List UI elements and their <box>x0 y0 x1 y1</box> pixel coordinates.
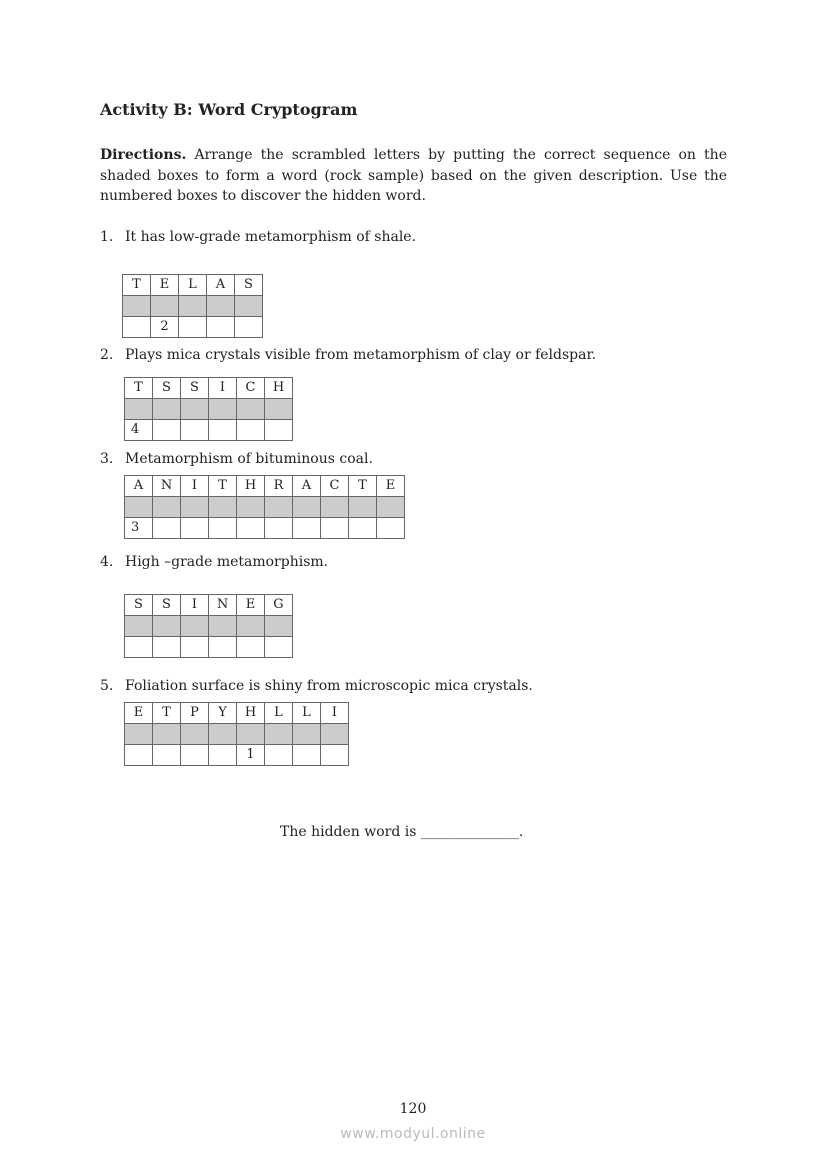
blank-box[interactable] <box>125 637 153 658</box>
letter-cell: L <box>179 275 207 296</box>
blank-box[interactable] <box>293 518 321 539</box>
numbered-box[interactable]: 3 <box>125 518 153 539</box>
letter-cell: S <box>125 595 153 616</box>
answer-box[interactable] <box>321 724 349 745</box>
blank-box[interactable] <box>235 317 263 338</box>
question-text: It has low-grade metamorphism of shale. <box>125 229 417 245</box>
blank-box[interactable] <box>265 420 293 441</box>
letter-cell: L <box>265 703 293 724</box>
cryptogram-grid-3 <box>124 475 405 539</box>
letter-cell: H <box>265 378 293 399</box>
numbered-row <box>125 420 293 441</box>
answer-box[interactable] <box>265 399 293 420</box>
answer-box[interactable] <box>153 724 181 745</box>
blank-box[interactable] <box>265 518 293 539</box>
letter-cell: A <box>125 476 153 497</box>
numbered-box[interactable]: 4 <box>125 420 153 441</box>
answer-row <box>125 616 293 637</box>
numbered-row <box>125 518 405 539</box>
letter-cell: A <box>207 275 235 296</box>
letter-cell: N <box>153 476 181 497</box>
letter-cell: E <box>151 275 179 296</box>
answer-box[interactable] <box>293 724 321 745</box>
answer-box[interactable] <box>237 724 265 745</box>
numbered-box[interactable]: 1 <box>237 745 265 766</box>
letter-cell: C <box>321 476 349 497</box>
numbered-row <box>123 317 263 338</box>
question-text: High –grade metamorphism. <box>125 554 329 570</box>
scrambled-letters-row <box>125 703 349 724</box>
blank-box[interactable] <box>209 518 237 539</box>
blank-box[interactable] <box>265 745 293 766</box>
answer-box[interactable] <box>153 399 181 420</box>
activity-title: Activity B: Word Cryptogram <box>100 100 358 119</box>
answer-box[interactable] <box>235 296 263 317</box>
answer-box[interactable] <box>207 296 235 317</box>
blank-box[interactable] <box>377 518 405 539</box>
blank-box[interactable] <box>181 420 209 441</box>
cryptogram-grid-2 <box>124 377 293 441</box>
directions-label: Directions. <box>100 147 187 163</box>
answer-box[interactable] <box>181 724 209 745</box>
answer-box[interactable] <box>125 399 153 420</box>
question-number: 3. <box>100 451 114 467</box>
numbered-row <box>125 637 293 658</box>
blank-box[interactable] <box>153 420 181 441</box>
answer-box[interactable] <box>265 616 293 637</box>
letter-cell: E <box>237 595 265 616</box>
answer-row <box>123 296 263 317</box>
blank-box[interactable] <box>349 518 377 539</box>
question-2 <box>100 347 596 363</box>
letter-cell: G <box>265 595 293 616</box>
answer-box[interactable] <box>377 497 405 518</box>
letter-cell: H <box>237 476 265 497</box>
letter-cell: N <box>209 595 237 616</box>
answer-box[interactable] <box>153 497 181 518</box>
question-number: 1. <box>100 229 114 245</box>
answer-box[interactable] <box>181 399 209 420</box>
blank-box[interactable] <box>209 745 237 766</box>
letter-cell: H <box>237 703 265 724</box>
answer-box[interactable] <box>237 399 265 420</box>
scrambled-letters-row <box>125 476 405 497</box>
blank-box[interactable] <box>207 317 235 338</box>
letter-cell: S <box>235 275 263 296</box>
numbered-row <box>125 745 349 766</box>
blank-box[interactable] <box>209 420 237 441</box>
scrambled-letters-row <box>125 378 293 399</box>
watermark: www.modyul.online <box>340 1126 486 1142</box>
blank-box[interactable] <box>123 317 151 338</box>
blank-box[interactable] <box>237 420 265 441</box>
hidden-word-prompt: The hidden word is ______________. <box>280 824 524 840</box>
answer-box[interactable] <box>123 296 151 317</box>
letter-cell: S <box>153 378 181 399</box>
cryptogram-grid-1 <box>122 274 263 338</box>
scrambled-letters-row <box>125 595 293 616</box>
question-number: 2. <box>100 347 114 363</box>
letter-cell: S <box>153 595 181 616</box>
letter-cell: A <box>293 476 321 497</box>
blank-box[interactable] <box>321 518 349 539</box>
answer-box[interactable] <box>125 616 153 637</box>
answer-box[interactable] <box>153 616 181 637</box>
letter-cell: L <box>293 703 321 724</box>
directions-text: Arrange the scrambled letters by putting the correct sequence on the shaded boxes to form a word (rock sample) based on the given description. Use the numbered boxes to discover the hidden word. <box>100 147 727 204</box>
cryptogram-grid-5 <box>124 702 349 766</box>
letter-cell: T <box>123 275 151 296</box>
blank-box[interactable] <box>265 637 293 658</box>
letter-cell: E <box>377 476 405 497</box>
scrambled-letters-row <box>123 275 263 296</box>
blank-box[interactable] <box>321 745 349 766</box>
letter-cell: R <box>265 476 293 497</box>
letter-cell: E <box>125 703 153 724</box>
answer-row <box>125 399 293 420</box>
blank-box[interactable] <box>153 745 181 766</box>
blank-box[interactable] <box>181 518 209 539</box>
letter-cell: T <box>125 378 153 399</box>
blank-box[interactable] <box>153 637 181 658</box>
letter-cell: T <box>349 476 377 497</box>
answer-box[interactable] <box>125 497 153 518</box>
answer-box[interactable] <box>237 616 265 637</box>
question-1 <box>100 229 416 245</box>
answer-box[interactable] <box>209 497 237 518</box>
cryptogram-grid-4 <box>124 594 293 658</box>
answer-box[interactable] <box>265 497 293 518</box>
question-text: Plays mica crystals visible from metamorphism of clay or feldspar. <box>125 347 597 363</box>
letter-cell: P <box>181 703 209 724</box>
answer-box[interactable] <box>209 399 237 420</box>
letter-cell: S <box>181 378 209 399</box>
blank-box[interactable] <box>181 637 209 658</box>
answer-box[interactable] <box>293 497 321 518</box>
letter-cell: C <box>237 378 265 399</box>
blank-box[interactable] <box>125 745 153 766</box>
question-5 <box>100 678 533 694</box>
numbered-box[interactable]: 2 <box>151 317 179 338</box>
question-text: Foliation surface is shiny from microscopic mica crystals. <box>125 678 533 694</box>
letter-cell: I <box>209 378 237 399</box>
letter-cell: I <box>181 476 209 497</box>
answer-box[interactable] <box>209 616 237 637</box>
answer-box[interactable] <box>321 497 349 518</box>
blank-box[interactable] <box>179 317 207 338</box>
blank-box[interactable] <box>293 745 321 766</box>
answer-box[interactable] <box>265 724 293 745</box>
question-number: 5. <box>100 678 114 694</box>
answer-box[interactable] <box>125 724 153 745</box>
blank-box[interactable] <box>209 637 237 658</box>
blank-box[interactable] <box>153 518 181 539</box>
blank-box[interactable] <box>237 637 265 658</box>
answer-box[interactable] <box>181 497 209 518</box>
answer-box[interactable] <box>209 724 237 745</box>
letter-cell: I <box>321 703 349 724</box>
question-4 <box>100 554 328 570</box>
question-text: Metamorphism of bituminous coal. <box>125 451 373 467</box>
answer-row <box>125 724 349 745</box>
letter-cell: T <box>153 703 181 724</box>
letter-cell: T <box>209 476 237 497</box>
letter-cell: Y <box>209 703 237 724</box>
blank-box[interactable] <box>181 745 209 766</box>
answer-row <box>125 497 405 518</box>
answer-box[interactable] <box>349 497 377 518</box>
letter-cell: I <box>181 595 209 616</box>
blank-box[interactable] <box>237 518 265 539</box>
directions <box>100 145 727 207</box>
answer-box[interactable] <box>181 616 209 637</box>
question-number: 4. <box>100 554 114 570</box>
answer-box[interactable] <box>179 296 207 317</box>
answer-box[interactable] <box>237 497 265 518</box>
page-number: 120 <box>399 1101 427 1117</box>
question-3 <box>100 451 373 467</box>
answer-box[interactable] <box>151 296 179 317</box>
